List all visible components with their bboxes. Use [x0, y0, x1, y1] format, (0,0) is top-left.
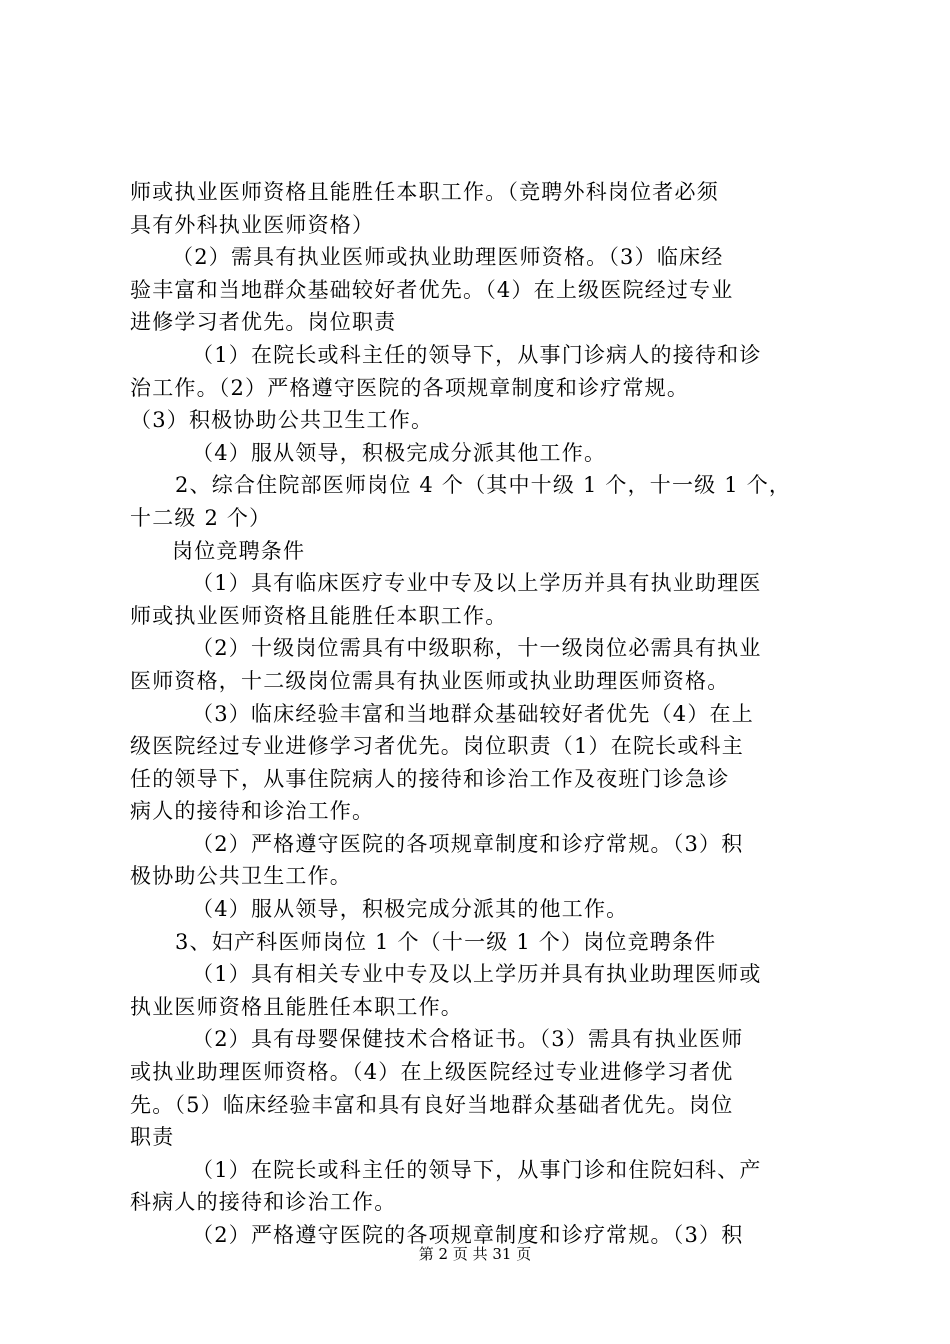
text-line: （3）积极协助公共卫生工作。 [130, 408, 434, 433]
text-line: （2）十级岗位需具有中级职称，十一级岗位必需具有执业 [192, 636, 762, 661]
text-line: 医师资格，十二级岗位需具有执业医师或执业助理医师资格。 [130, 668, 730, 693]
text-line: （1）具有临床医疗专业中专及以上学历并具有执业助理医 [192, 571, 762, 596]
text-line: （2）需具有执业医师或执业助理医师资格。（3）临床经 [172, 245, 724, 270]
text-line: 2、综合住院部医师岗位 4 个（其中十级 1 个，十一级 1 个， [175, 473, 792, 498]
text-line: 具有外科执业医师资格） [130, 212, 375, 237]
text-line: 3、妇产科医师岗位 1 个（十一级 1 个）岗位竞聘条件 [175, 929, 717, 954]
text-line: 病人的接待和诊治工作。 [130, 799, 375, 824]
text-line: 执业医师资格且能胜任本职工作。 [130, 994, 463, 1019]
text-line: 岗位竞聘条件 [172, 538, 306, 563]
text-line: （1）在院长或科主任的领导下，从事门诊和住院妇科、产 [192, 1157, 762, 1182]
text-line: 或执业助理医师资格。（4）在上级医院经过专业进修学习者优 [130, 1060, 734, 1085]
page-number-footer: 第 2 页 共 31 页 [418, 1245, 532, 1263]
document-body [130, 176, 830, 1252]
text-line: 任的领导下，从事住院病人的接待和诊治工作及夜班门诊急诊 [130, 766, 730, 791]
text-line: 师或执业医师资格且能胜任本职工作。 [130, 603, 508, 628]
text-line: 职责 [130, 1125, 175, 1150]
text-line: （3）临床经验丰富和当地群众基础较好者优先（4）在上 [192, 701, 754, 726]
text-line: 治工作。（2）严格遵守医院的各项规章制度和诊疗常规。 [130, 375, 690, 400]
text-line: （2）严格遵守医院的各项规章制度和诊疗常规。（3）积 [192, 831, 744, 856]
text-line: （1）在院长或科主任的领导下，从事门诊病人的接待和诊 [192, 342, 762, 367]
text-line: 极协助公共卫生工作。 [130, 864, 352, 889]
text-line: 科病人的接待和诊治工作。 [130, 1190, 397, 1215]
text-line: 十二级 2 个） [130, 505, 272, 530]
text-line: （2）严格遵守医院的各项规章制度和诊疗常规。（3）积 [192, 1223, 744, 1247]
text-line: （4）服从领导，积极完成分派其他工作。 [192, 440, 607, 465]
text-line: 先。（5）临床经验丰富和具有良好当地群众基础者优先。岗位 [130, 1092, 734, 1117]
text-line: 级医院经过专业进修学习者优先。岗位职责（1）在院长或科主 [130, 734, 744, 759]
text-line: （1）具有相关专业中专及以上学历并具有执业助理医师或 [192, 962, 762, 987]
text-line: 验丰富和当地群众基础较好者优先。（4）在上级医院经过专业 [130, 277, 734, 302]
text-line: （2）具有母婴保健技术合格证书。（3）需具有执业医师 [192, 1027, 744, 1052]
text-line: 进修学习者优先。岗位职责 [130, 310, 397, 335]
text-line: 师或执业医师资格且能胜任本职工作。（竞聘外科岗位者必须 [130, 180, 719, 204]
text-line: （4）服从领导，积极完成分派其的他工作。 [192, 897, 629, 922]
